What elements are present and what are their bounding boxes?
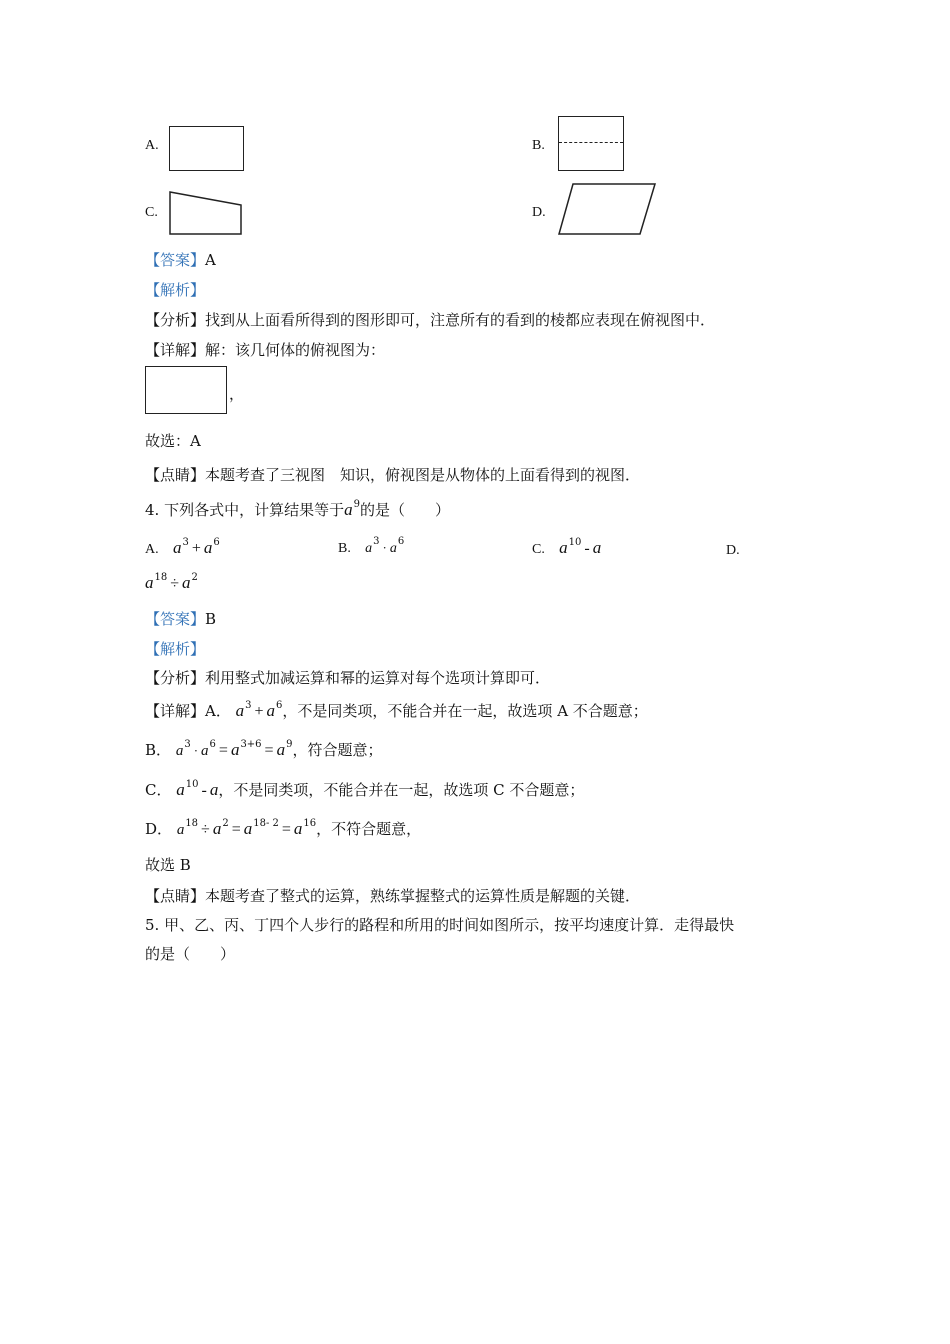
var-a: a <box>182 573 191 592</box>
exp-18: 18 <box>185 818 199 829</box>
answer-label: 【答案】 <box>145 610 206 628</box>
dot-sign: · <box>382 540 387 555</box>
fenxi-text: 找到从上面看所得到的图形即可，注意所有的看到的棱都应表现在俯视图中． <box>205 311 716 329</box>
q3-fenxi-line <box>145 309 715 330</box>
option-b-label: B. <box>532 138 545 153</box>
dot-sign: · <box>193 743 199 758</box>
var-a: a <box>276 740 286 759</box>
dianjing-label: 【点睛】 <box>145 466 206 484</box>
var-a: a <box>559 538 568 557</box>
q3-guxuan: 故选：A <box>145 432 201 450</box>
var-a: a <box>172 538 182 557</box>
xb-prefix: B． <box>145 741 172 759</box>
plus-sign: + <box>254 703 264 720</box>
exp-3: 3 <box>373 536 380 547</box>
fenxi-label: 【分析】 <box>145 669 206 687</box>
eq-sign: = <box>231 821 241 838</box>
top-view-rectangle <box>145 366 227 414</box>
xb-suffix: ，符合题意； <box>292 741 383 759</box>
var-a: a <box>266 701 276 720</box>
xd-suffix: ，不符合题意， <box>316 820 422 838</box>
dianjing-label: 【点睛】 <box>145 887 206 905</box>
var-a: a <box>344 500 353 519</box>
stem-prefix: 4. 下列各式中，计算结果等于 <box>145 501 345 519</box>
var-a: a <box>212 819 222 838</box>
exp-3: 3 <box>245 700 252 711</box>
stem-suffix: 的是（ ） <box>359 501 450 519</box>
xc-suffix: ，不是同类项，不能合并在一起，故选项 C 不合题意； <box>218 781 585 799</box>
exp-10: 10 <box>568 537 582 548</box>
q4-xiangjie-c <box>145 779 584 800</box>
q4-xiangjie-a <box>145 700 648 721</box>
answer-value: A <box>205 251 216 269</box>
answer-label: 【答案】 <box>145 251 206 269</box>
opt-c-label: C. <box>532 542 545 557</box>
xd-prefix: D． <box>145 820 173 838</box>
var-a: a <box>209 780 219 799</box>
var-a: a <box>203 538 213 557</box>
q5-stem-line2: 的是（ ） <box>145 945 236 963</box>
q4-xiangjie-d <box>145 818 421 839</box>
option-c-trapezoid <box>167 190 245 238</box>
exp-9: 9 <box>353 499 360 510</box>
fenxi-text: 利用整式加减运算和幂的运算对每个选项计算即可． <box>205 669 551 687</box>
var-a: a <box>365 541 373 556</box>
xc-prefix: C． <box>145 781 172 799</box>
option-a-label: A. <box>145 138 159 153</box>
opt-d-label: D. <box>726 543 740 558</box>
exp-2: 2 <box>222 818 229 829</box>
var-a: a <box>293 819 303 838</box>
exp-6: 6 <box>276 700 283 711</box>
q4-fenxi-line <box>145 667 550 688</box>
opt-b-label: B. <box>338 541 351 556</box>
q4-answer-line <box>145 608 216 629</box>
exp-6: 6 <box>209 739 216 750</box>
var-a: a <box>243 819 253 838</box>
q3-answer-line <box>145 249 216 270</box>
var-a: a <box>201 743 209 759</box>
q4-stem <box>145 499 450 520</box>
var-a: a <box>230 740 240 759</box>
q4-option-d-expression <box>145 573 198 593</box>
q4-option-a <box>145 538 220 558</box>
minus-sign: - <box>584 540 590 557</box>
xa-prefix: A． <box>205 702 231 720</box>
xiangjie-text: 解：该几何体的俯视图为： <box>205 341 386 359</box>
var-a: a <box>176 822 185 838</box>
plus-sign: + <box>191 540 201 557</box>
var-a: a <box>235 701 245 720</box>
var-a: a <box>175 743 184 759</box>
comma: ， <box>229 385 245 403</box>
q3-jiexi-label: 【解析】 <box>145 281 206 299</box>
div-sign: ÷ <box>170 575 180 592</box>
q5-stem-line1: 5. 甲、乙、丙、丁四个人步行的路程和所用的时间如图所示，按平均速度计算．走得最快 <box>145 916 735 934</box>
eq-sign: = <box>281 821 291 838</box>
q3-dianjing-line <box>145 464 640 485</box>
exp-16: 16 <box>303 818 317 829</box>
exp-18: 18 <box>154 572 168 583</box>
xiangjie-label: 【详解】 <box>145 702 206 720</box>
dashed-line <box>559 142 623 143</box>
var-a: a <box>389 541 397 556</box>
exp-10: 10 <box>185 779 199 790</box>
xiangjie-label: 【详解】 <box>145 341 206 359</box>
opt-a-label: A. <box>145 542 159 557</box>
var-a: a <box>592 538 602 557</box>
exp-6: 6 <box>397 536 405 547</box>
exp-2: 2 <box>191 572 198 583</box>
option-d-parallelogram <box>556 182 658 238</box>
q4-option-d <box>726 540 740 559</box>
minus-sign: - <box>201 782 207 799</box>
q4-jiexi-label: 【解析】 <box>145 640 206 658</box>
exp-3p6: 3+6 <box>240 739 262 750</box>
option-c-label: C. <box>145 205 158 220</box>
exp-9: 9 <box>286 739 293 750</box>
option-a-rectangle <box>169 126 244 171</box>
q4-option-c <box>532 538 601 558</box>
dianjing-text: 本题考查了整式的运算，熟练掌握整式的运算性质是解题的关键． <box>205 887 641 905</box>
eq-sign: = <box>264 742 274 759</box>
exp-3: 3 <box>184 739 191 750</box>
q4-dianjing-line <box>145 885 640 906</box>
q4-xiangjie-b <box>145 739 382 760</box>
option-b-rectangle-dashed <box>558 116 624 171</box>
exp-3: 3 <box>182 537 189 548</box>
xa-suffix: ，不是同类项，不能合并在一起，故选项 A 不合题意； <box>282 702 648 720</box>
exp-6: 6 <box>213 537 220 548</box>
option-d-label: D. <box>532 205 546 220</box>
q4-option-b <box>338 538 404 557</box>
div-sign: ÷ <box>201 821 210 838</box>
var-a: a <box>145 573 154 592</box>
exp-18m2: 18- 2 <box>253 818 279 829</box>
q4-guxuan: 故选 B <box>145 856 191 874</box>
dianjing-text: 本题考查了三视图 知识，俯视图是从物体的上面看得到的视图． <box>205 466 641 484</box>
q3-xiangjie-line <box>145 339 385 360</box>
var-a: a <box>176 780 185 799</box>
answer-value: B <box>205 610 217 628</box>
fenxi-label: 【分析】 <box>145 311 206 329</box>
eq-sign: = <box>218 742 228 759</box>
